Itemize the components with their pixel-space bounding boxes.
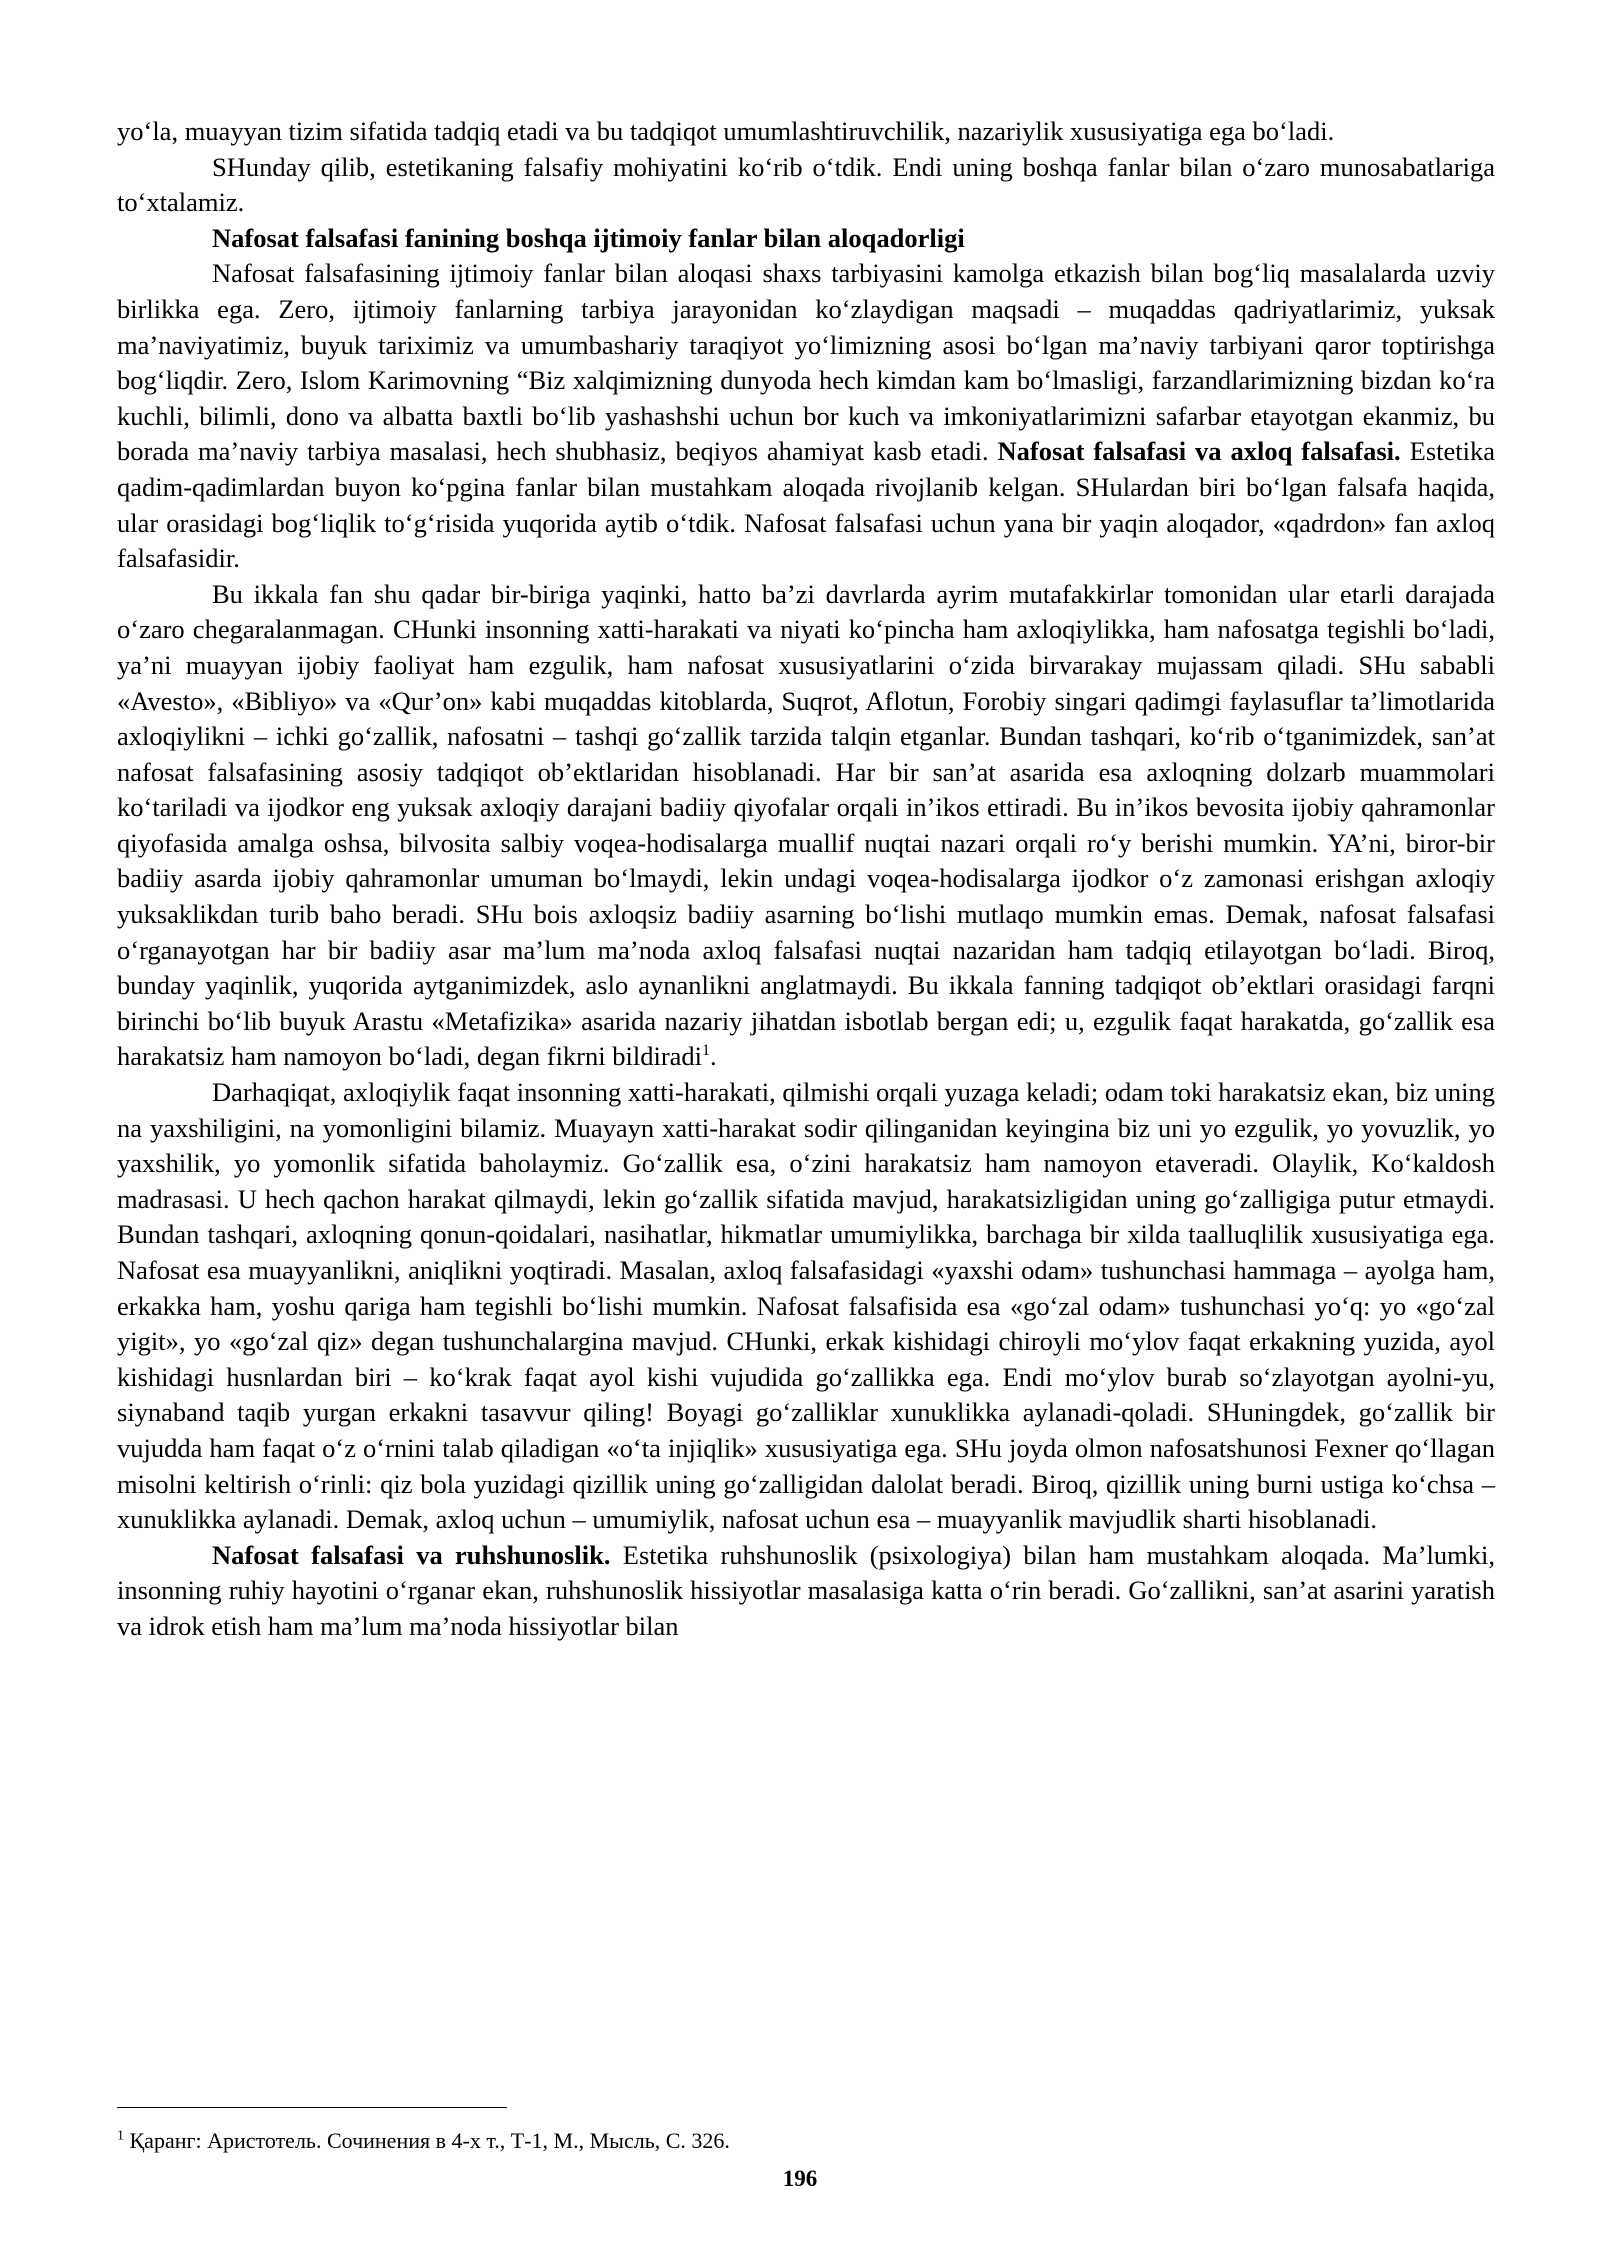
paragraph-ethics-aesthetics [117, 577, 1495, 1075]
page-number: 196 [782, 2166, 818, 2191]
paragraph-morality: Darhaqiqat, axloqiylik faqat insonning xatti-harakati, qilmishi orqali yuzaga keladi; odam toki harakatsiz ekan, biz uning na yaxshiligini, na yomonligini bilamiz. Muayayn xatti-harakat sodir qilinganidan keyingina biz uni yo ezgulik, yo yovuzlik, yo yaxshilik, yo yomonlik sifatida baholaymiz. Go‘zallik esa, o‘zini harakatsiz ham namoyon etaveradi. Olaylik, Ko‘kaldosh madrasasi. U hech qachon harakat qilmaydi, lekin go‘zallik sifatida mavjud, harakatsizligidan uning go‘zalligiga putur etmaydi. Bundan tashqari, axloqning qonun-qoidalari, nasihatlar, hikmatlar umumiylikka, barchaga bir xilda taalluqlilik xususiyatiga ega. Nafosat esa muayyanlikni, aniqlikni yoqtiradi. Masalan, axloq falsafasidagi «yaxshi odam» tushunchasi hammaga – ayolga ham, erkakka ham, yoshu qariga ham tegishli bo‘lishi mumkin. Nafosat falsafisida esa «go‘zal odam» tushunchasi yo‘q: yo «go‘zal yigit», yo «go‘zal qiz» degan tushunchalargina mavjud. CHunki, erkak kishidagi chiroyli mo‘ylov faqat erkakning yuzida, ayol kishidagi husnlardan biri – ko‘krak faqat ayol kishi vujudida go‘zallikka ega. Endi mo‘ylov burab so‘zlayotgan ayolni-yu, siynaband taqib yurgan erkakni tasavvur qiling! Boyagi go‘zalliklar xunuklikka aylanadi-qoladi. SHuningdek, go‘zallik bir vujudda ham faqat o‘z o‘rnini talab qiladigan «o‘ta injiqlik» xususiyatiga ega. SHu joyda olmon nafosatshunosi Fexner qo‘llagan misolni keltirish o‘rinli: qiz bola yuzidagi qizillik uning go‘zalligidan dalolat beradi. Biroq, qizillik uning burni ustiga ko‘chsa – xunuklikka aylanadi. Demak, axloq uchun – umumiylik, nafosat uchun esa – muayyanlik mavjudlik sharti hisoblanadi. [117, 1077, 1495, 1535]
paragraph-text-end: . [710, 1041, 717, 1072]
paragraph-text: Estetika ruhshunoslik (psixologiya) bilan ham mustahkam aloqada. Ma’lumki, insonning ruhiy hayotini o‘rganar ekan, ruhshunoslik hissiyotlar masalasiga katta o‘rin beradi. Go‘zallikni, san’at asarini yaratish va idrok etish ham ma’lum ma’noda hissiyotlar bilan [117, 1539, 1496, 1641]
footnote-divider [117, 2107, 507, 2108]
paragraph-text: Bu ikkala fan shu qadar bir-biriga yaqinki, hatto ba’zi davrlarda ayrim mutafakkirlar tomonidan ular etarli darajada o‘zaro chegaralanmagan. CHunki insonning xatti-harakati va niyati ko‘pincha ham axloqiylikka, ham nafosatga tegishli bo‘ladi, ya’ni muayyan ijobiy faoliyat ham ezgulik, ham nafosat xususiyatlarini o‘zida birvarakay mujassam qiladi. SHu sababli «Avesto», «Bibliyo» va «Qur’on» kabi muqaddas kitoblarda, Suqrot, Aflotun, Forobiy singari qadimgi faylasuflar ta’limotlarida axloqiylikni – ichki go‘zallik, nafosatni – tashqi go‘zallik tarzida talqin etganlar. Bundan tashqari, ko‘rib o‘tganimizdek, san’at nafosat falsafasining asosiy tadqiqot ob’ektlaridan hisoblanadi. Har bir san’at asarida esa axloqning dolzarb muammolari ko‘tariladi va ijodkor eng yuksak axloqiy darajani badiiy qiyofalar orqali in’ikos ettiradi. Bu in’ikos bevosita ijobiy qahramonlar qiyofasida amalga oshsa, bilvosita salbiy voqea-hodisalarga muallif nuqtai nazari orqali ro‘y berishi mumkin. YA’ni, biror-bir badiiy asarda ijobiy qahramonlar umuman bo‘lmaydi, lekin undagi voqea-hodisalarga ijodkor o‘z zamonasi erishgan axloqiy yuksaklikdan turib baho beradi. SHu bois axloqsiz badiiy asarning bo‘lishi mutlaqo mumkin emas. Demak, nafosat falsafasi o‘rganayotgan har bir badiiy asar ma’lum ma’noda axloq falsafasi nuqtai nazaridan ham tadqiq etilayotgan bo‘ladi. Biroq, bunday yaqinlik, yuqorida aytganimizdek, aslo aynanlikni anglatmaydi. Bu ikkala fanning tadqiqot ob’ektlari orasidagi farqni birinchi bo‘lib buyuk Arastu «Metafizika» asarida nazariy jihatdan isbotlab bergan edi; u, ezgulik faqat harakatda, go‘zallik esa harakatsiz ham namoyon bo‘ladi, degan fikrni bildiradi [117, 578, 1495, 1072]
footnote-reference[interactable]: 1 [702, 1042, 711, 1060]
section-heading: Nafosat falsafasi fanining boshqa ijtimoiy fanlar bilan aloqadorligi [212, 222, 965, 253]
footnote-number: 1 [117, 2128, 124, 2144]
paragraph-text: Estetika qadim-qadimlardan buyon ko‘pgina fanlar bilan mustahkam aloqada rivojlanib kelgan. SHulardan biri bo‘lgan falsafa haqida, ular orasidagi bog‘liqlik to‘g‘risida yuqorida aytib o‘tdik. Nafosat falsafasi uchun yana bir yaqin aloqador, «qadrdon» fan axloq falsafasidir. [117, 436, 1496, 574]
paragraph-social-sciences [117, 256, 1495, 576]
inline-heading-psychology: Nafosat falsafasi va ruhshunoslik. [212, 1539, 611, 1570]
paragraph-continuation: yo‘la, muayyan tizim sifatida tadqiq etadi va bu tadqiqot umumlashtiruvchilik, nazariylik xususiyatiga ega bo‘ladi. [117, 116, 1335, 146]
paragraph-transition: SHunday qilib, estetikaning falsafiy mohiyatini ko‘rib o‘tdik. Endi uning boshqa fanlar bilan o‘zaro munosabatlariga to‘xtalamiz. [117, 151, 1495, 218]
footnote [117, 2127, 1495, 2155]
paragraph-psychology [117, 1538, 1495, 1645]
paragraph-text: Nafosat falsafasining ijtimoiy fanlar bilan aloqasi shaxs tarbiyasini kamolga etkazish bilan bog‘liq masalalarda uzviy birlikka ega. Zero, ijtimoiy fanlarning tarbiya jarayonidan ko‘zlaydigan maqsadi – muqaddas qadriyatlarimiz, yuksak ma’naviyatimiz, buyuk tariximiz va umumbashariy taraqiyot yo‘limizning asosi bo‘lgan ma’naviy tarbiyani qaror toptirishga bog‘liqdir. Zero, Islom Karimovning “Biz xalqimizning dunyoda hech kimdan kam bo‘lmasligi, farzandlarimizning bizdan ko‘ra kuchli, bilimli, dono va albatta baxtli bo‘lib yashashshi uchun bor kuch va imkoniyatlarimizni safarbar etayotgan ekanmiz, bu borada ma’naviy tarbiya masalasi, hech shubhasiz, beqiyos ahamiyat kasb etadi. [117, 258, 1495, 467]
page-body [117, 114, 1495, 1645]
footnote-text: Қаранг: Аристотель. Сочинения в 4-х т., Т-1, М., Мысль, С. 326. [124, 2128, 730, 2153]
inline-heading-ethics: Nafosat falsafasi va axloq falsafasi. [997, 436, 1401, 467]
